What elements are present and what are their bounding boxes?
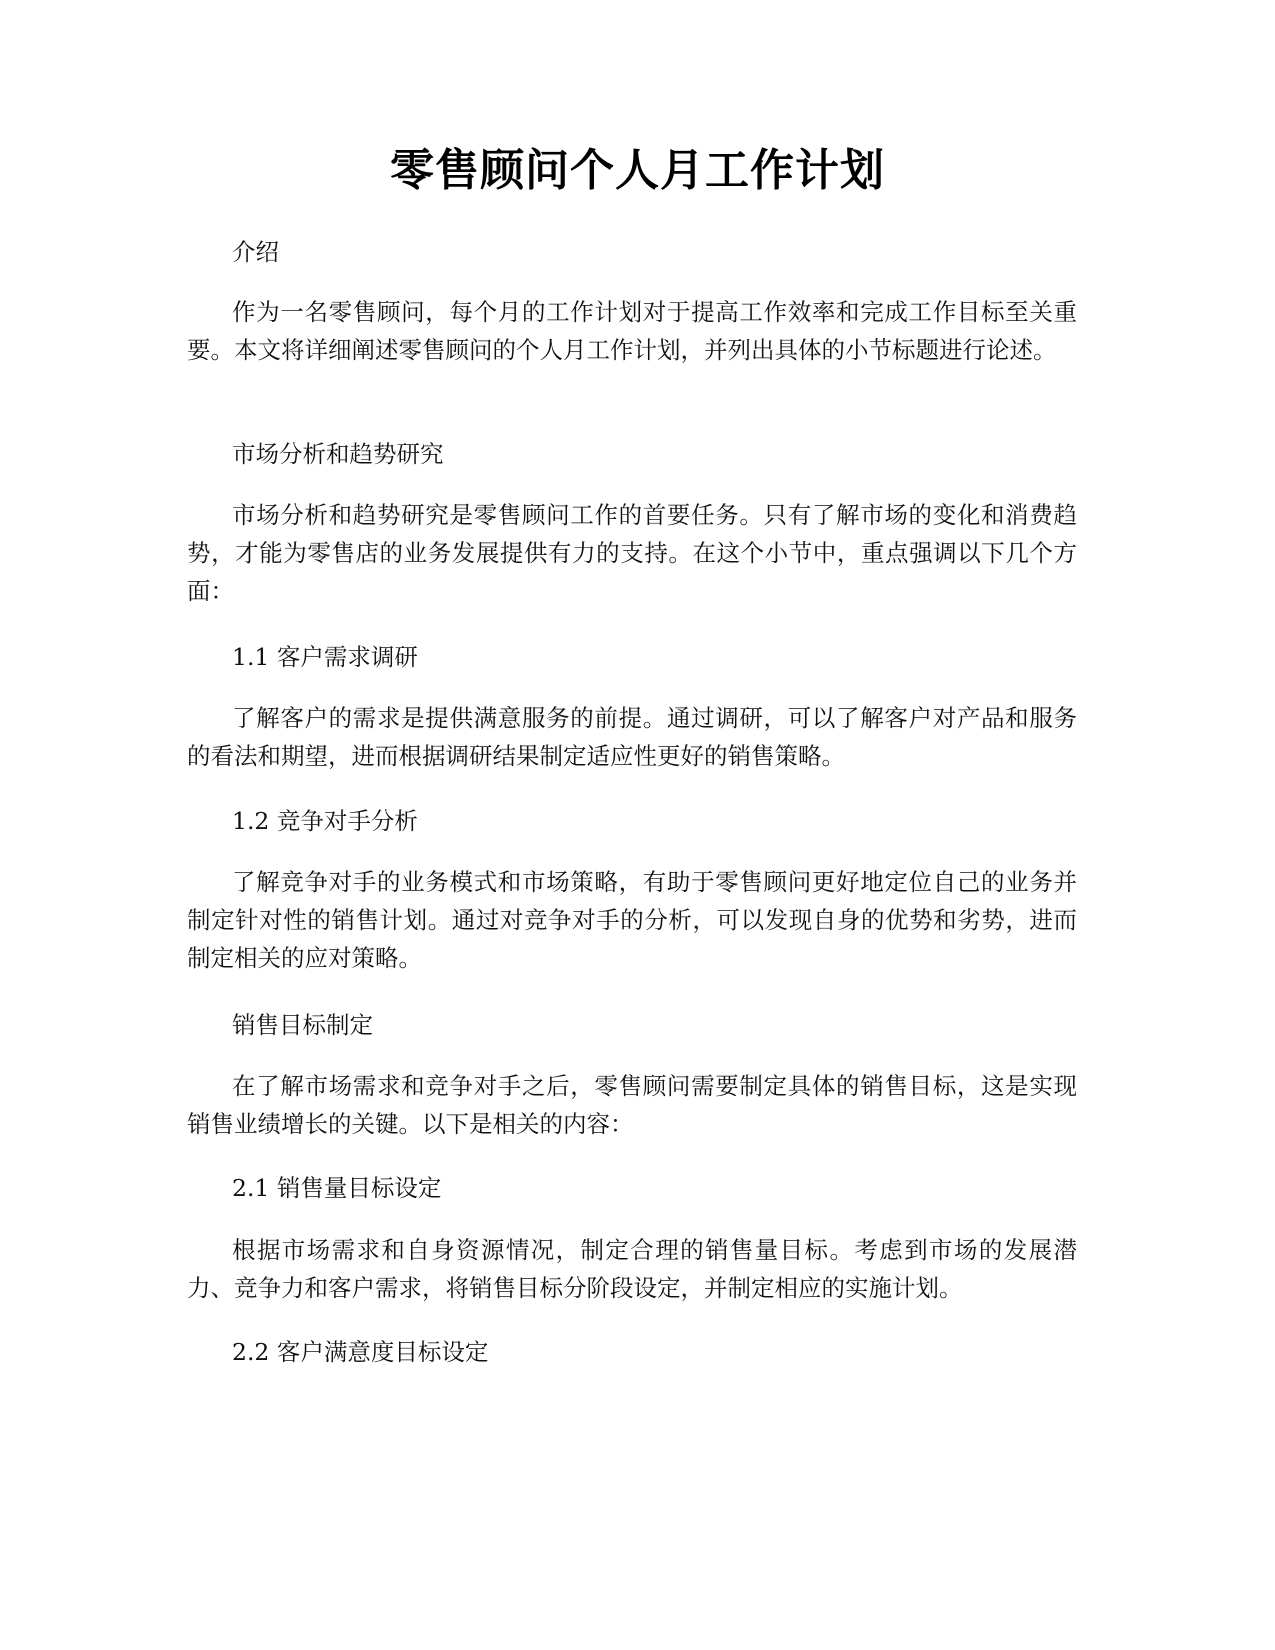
subsection-heading-competitor-analysis: 1.2 竞争对手分析 (232, 807, 418, 835)
document-title: 零售顾问个人月工作计划 (390, 145, 885, 196)
paragraph-sales-targets: 在了解市场需求和竞争对手之后，零售顾问需要制定具体的销售目标，这是实现销售业绩增长的关键。以下是相关的内容： (187, 1072, 1077, 1138)
subsection-heading-customer-satisfaction: 2.2 客户满意度目标设定 (232, 1338, 489, 1366)
paragraph-introduction: 作为一名零售顾问，每个月的工作计划对于提高工作效率和完成工作目标至关重要。本文将详细阐述零售顾问的个人月工作计划，并列出具体的小节标题进行论述。 (187, 298, 1077, 364)
paragraph-customer-research: 了解客户的需求是提供满意服务的前提。通过调研，可以了解客户对产品和服务的看法和期望，进而根据调研结果制定适应性更好的销售策略。 (187, 704, 1077, 770)
section-heading-sales-targets: 销售目标制定 (232, 1011, 373, 1039)
section-heading-market-analysis: 市场分析和趋势研究 (232, 440, 444, 468)
subsection-heading-customer-research: 1.1 客户需求调研 (232, 643, 418, 671)
section-heading-introduction: 介绍 (232, 238, 279, 266)
subsection-heading-sales-volume: 2.1 销售量目标设定 (232, 1174, 442, 1202)
paragraph-sales-volume: 根据市场需求和自身资源情况，制定合理的销售量目标。考虑到市场的发展潜力、竞争力和客户需求，将销售目标分阶段设定，并制定相应的实施计划。 (187, 1236, 1077, 1302)
paragraph-competitor-analysis: 了解竞争对手的业务模式和市场策略，有助于零售顾问更好地定位自己的业务并制定针对性的销售计划。通过对竞争对手的分析，可以发现自身的优势和劣势，进而制定相关的应对策略。 (187, 868, 1077, 972)
paragraph-market-analysis: 市场分析和趋势研究是零售顾问工作的首要任务。只有了解市场的变化和消费趋势，才能为零售店的业务发展提供有力的支持。在这个小节中，重点强调以下几个方面： (187, 501, 1077, 605)
